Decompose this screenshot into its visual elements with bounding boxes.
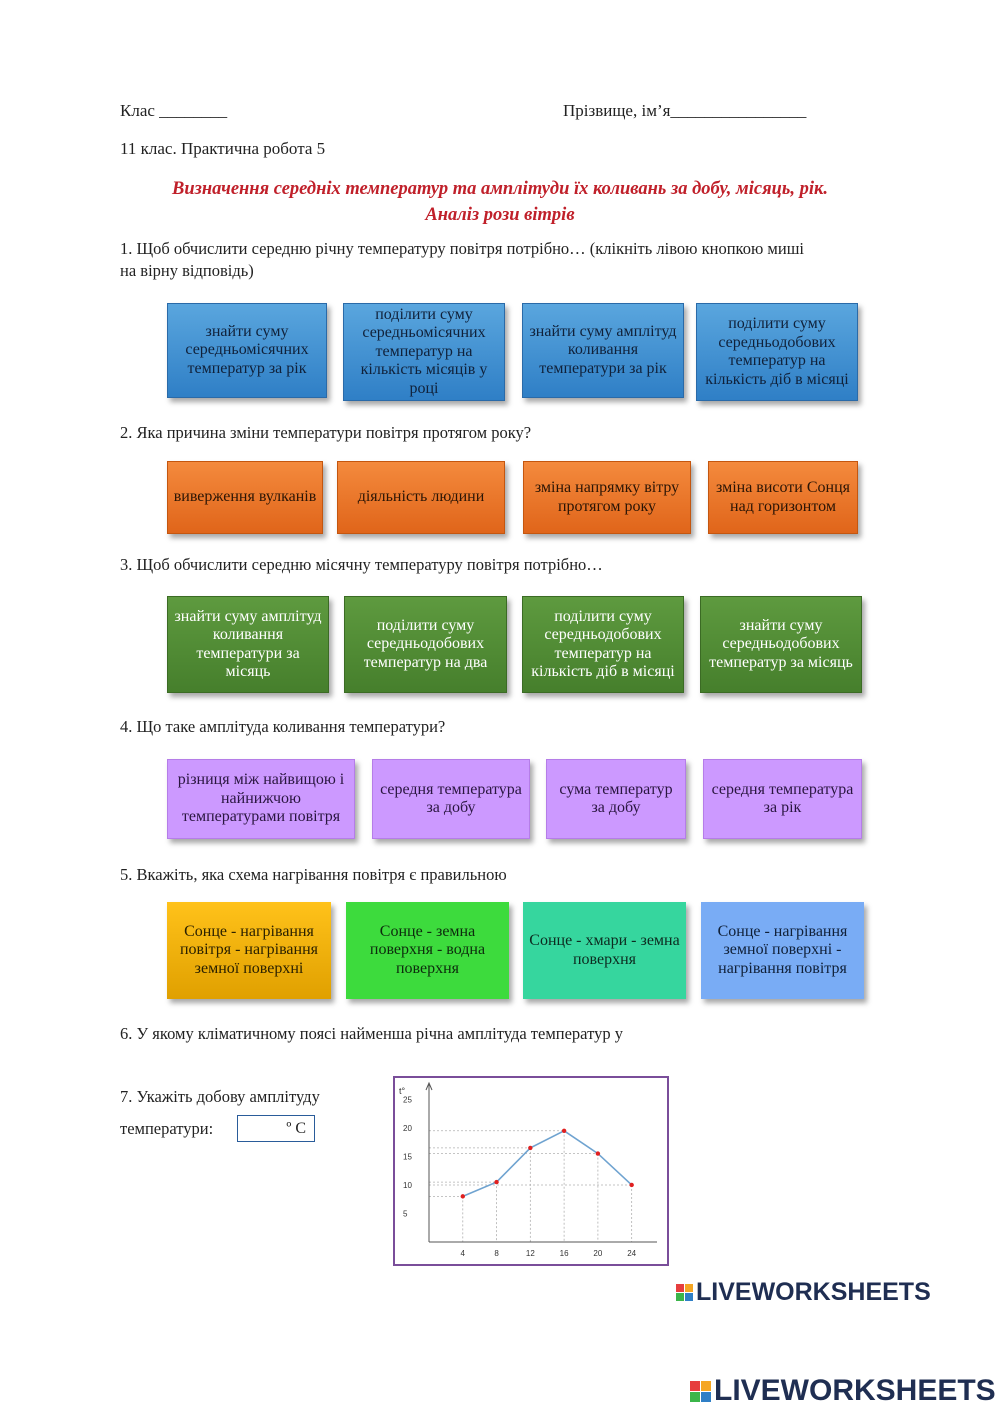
data-point <box>629 1183 633 1187</box>
y-tick-label: 5 <box>403 1209 408 1219</box>
q5-option-4[interactable]: Сонце - нагрівання земної поверхні - нагрівання повітря <box>701 902 864 999</box>
data-point <box>596 1151 600 1155</box>
data-point <box>494 1180 498 1184</box>
y-tick-label: 20 <box>403 1123 412 1133</box>
q4-option-3[interactable]: сума температур за добу <box>546 759 686 839</box>
logo-cube-icon <box>676 1284 693 1301</box>
question-7-line1: 7. Укажіть добову амплітуду <box>120 1087 320 1106</box>
question-6: 6. У якому кліматичному поясі найменша річна амплітуда температур у <box>120 1024 623 1043</box>
question-1-line1: 1. Щоб обчислити середню річну температуру повітря потрібно… (клікніть лівою кнопкою миші <box>120 239 804 258</box>
q2-option-4[interactable]: зміна висоти Сонця над горизонтом <box>708 461 858 534</box>
data-point <box>528 1146 532 1150</box>
y-tick-label: 25 <box>403 1095 412 1105</box>
q1-option-2[interactable]: поділити суму середньомісячних температур на кількість місяців у році <box>343 303 505 401</box>
q5-option-3[interactable]: Сонце - хмари - земна поверхня <box>523 902 686 999</box>
y-tick-label: 15 <box>403 1152 412 1162</box>
worksheet-subtitle: 11 клас. Практична робота 5 <box>120 139 326 158</box>
q1-option-1[interactable]: знайти суму середньомісячних температур за рік <box>167 303 327 398</box>
y-axis-label: t° <box>399 1086 406 1096</box>
temperature-line <box>463 1131 632 1197</box>
q1-option-4[interactable]: поділити суму середньодобових температур на кількість діб в місяці <box>696 303 858 401</box>
data-point <box>562 1129 566 1133</box>
logo-cube-icon <box>690 1381 711 1402</box>
question-1-line2: на вірну відповідь) <box>120 261 254 280</box>
liveworksheets-logo-1 <box>676 1278 931 1307</box>
x-tick-label: 8 <box>494 1249 499 1258</box>
q4-option-4[interactable]: середня температура за рік <box>703 759 862 839</box>
data-point <box>461 1194 465 1198</box>
amplitude-answer-input[interactable] <box>237 1115 315 1142</box>
q1-option-3[interactable]: знайти суму амплітуд коливання температури за рік <box>522 303 684 398</box>
q3-option-2[interactable]: поділити суму середньодобових температур на два <box>344 596 507 693</box>
question-3: 3. Щоб обчислити середню місячну температуру повітря потрібно… <box>120 555 603 574</box>
logo-text: LIVEWORKSHEETS <box>714 1374 996 1407</box>
q3-option-1[interactable]: знайти суму амплітуд коливання температури за місяць <box>167 596 329 693</box>
temperature-chart <box>395 1078 667 1264</box>
answer-unit: º C <box>286 1119 306 1137</box>
x-tick-label: 4 <box>460 1249 466 1258</box>
q3-option-3[interactable]: поділити суму середньодобових температур на кількість діб в місяці <box>522 596 684 693</box>
x-tick-label: 24 <box>627 1249 637 1258</box>
x-tick-label: 16 <box>559 1249 569 1258</box>
x-tick-label: 20 <box>593 1249 603 1258</box>
liveworksheets-logo-2 <box>690 1374 996 1408</box>
worksheet-title-line1: Визначення середніх температур та амплітуди їх коливань за добу, місяць, рік. <box>171 179 828 199</box>
name-label: Прізвище, ім’я________________ <box>563 101 807 120</box>
q4-option-2[interactable]: середня температура за добу <box>372 759 530 839</box>
question-4: 4. Що таке амплітуда коливання температури? <box>120 717 446 736</box>
question-2: 2. Яка причина зміни температури повітря протягом року? <box>120 423 532 442</box>
y-tick-label: 10 <box>403 1180 412 1190</box>
q3-option-4[interactable]: знайти суму середньодобових температур за місяць <box>700 596 862 693</box>
worksheet-title-line2: Аналіз рози вітрів <box>425 205 575 225</box>
q5-option-2[interactable]: Сонце - земна поверхня - водна поверхня <box>346 902 509 999</box>
logo-text: LIVEWORKSHEETS <box>696 1278 931 1306</box>
temperature-chart-frame <box>393 1076 669 1266</box>
q2-option-3[interactable]: зміна напрямку вітру протягом року <box>523 461 691 534</box>
q2-option-2[interactable]: діяльність людини <box>337 461 505 534</box>
x-tick-label: 12 <box>525 1249 535 1258</box>
q4-option-1[interactable]: різниця між найвищою і найнижчою температурами повітря <box>167 759 355 839</box>
class-label: Клас ________ <box>120 101 228 120</box>
q5-option-1[interactable]: Сонце - нагрівання повітря - нагрівання земної поверхні <box>167 902 331 999</box>
question-7-line2: температури: <box>120 1119 214 1138</box>
question-5: 5. Вкажіть, яка схема нагрівання повітря є правильною <box>120 865 507 884</box>
q2-option-1[interactable]: виверження вулканів <box>167 461 323 534</box>
